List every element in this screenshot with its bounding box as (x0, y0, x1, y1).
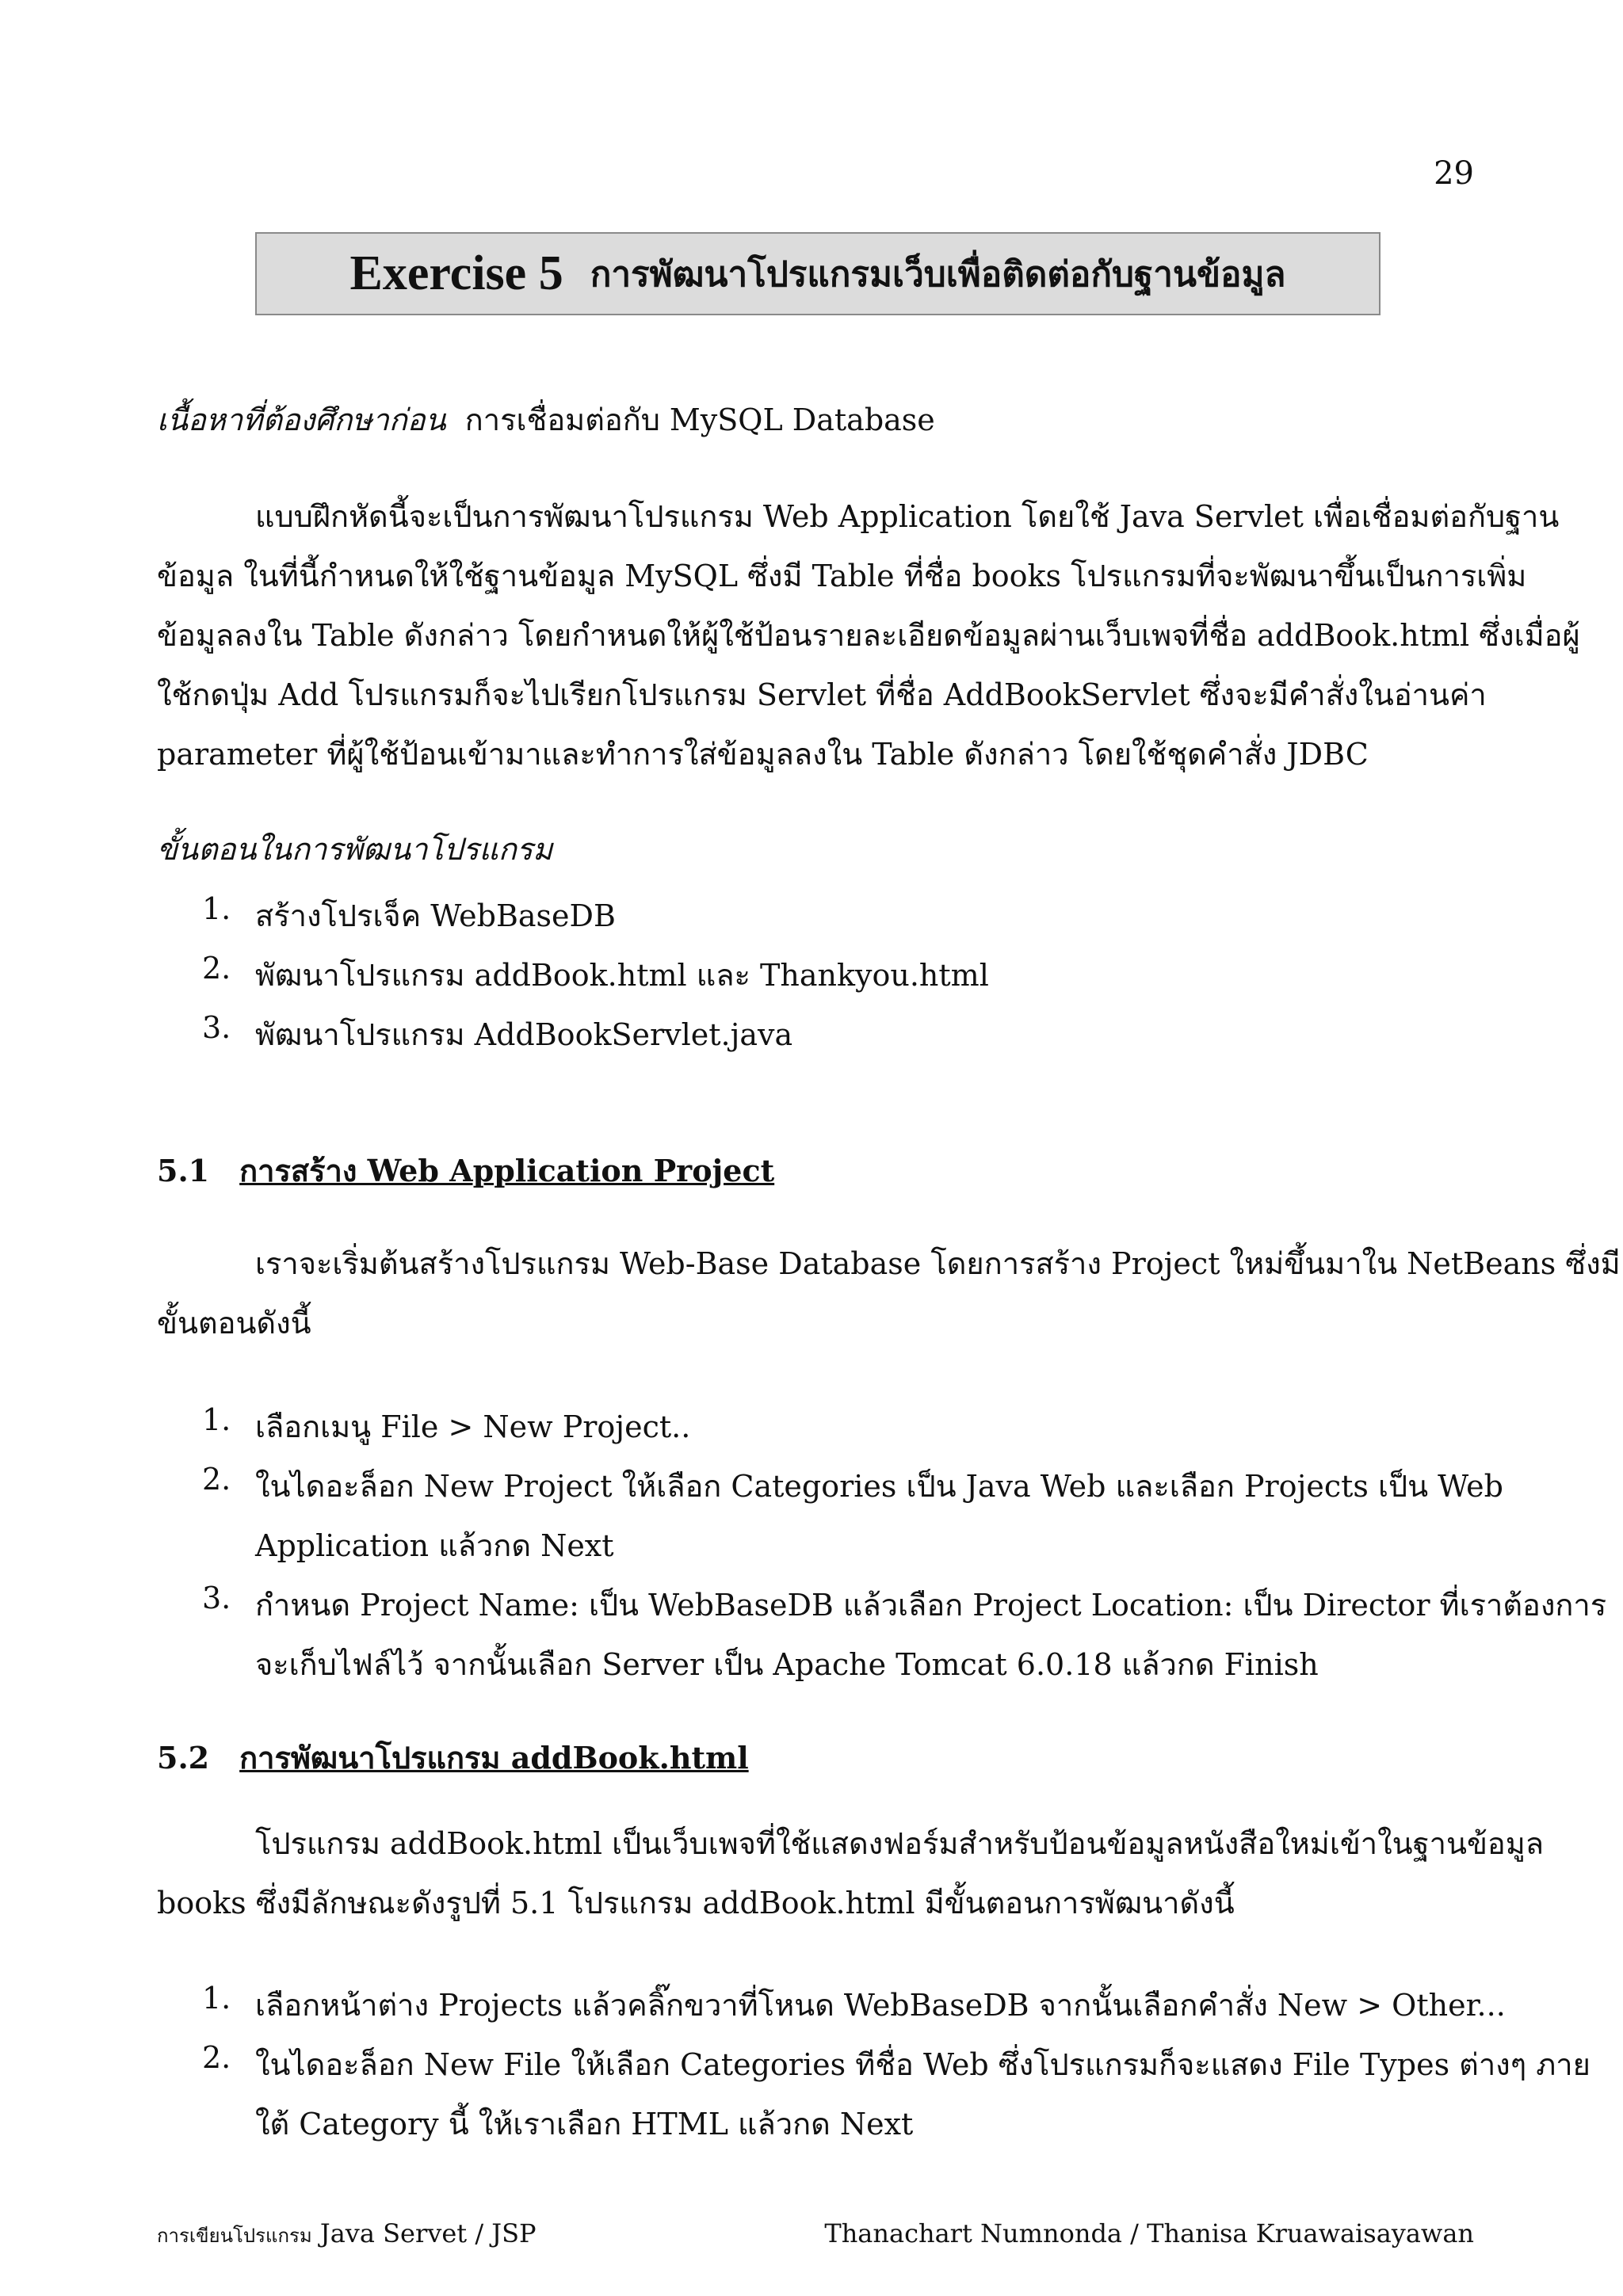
section-heading (157, 1733, 749, 1782)
title-banner (255, 232, 1381, 315)
step-text: พัฒนาโปรแกรม AddBookServlet.java (255, 1017, 793, 1052)
prerequisite-label: เนื้อหาที่ต้องศึกษาก่อน (157, 402, 446, 437)
list-number: 3. (202, 1581, 231, 1615)
section-intro-line: books ซึ่งมีลักษณะดังรูปที่ 5.1 โปรแกรม addBook.html มีขั้นตอนการพัฒนาดังนี้ (157, 1886, 1235, 1920)
list-number: 1. (202, 1402, 231, 1437)
list-item-continuation: ใต้ Category นี้ ให้เราเลือก HTML แล้วกด Next (255, 2107, 914, 2142)
step-number: 1. (202, 891, 231, 926)
list-number: 1. (202, 1981, 231, 2016)
exercise-title: การพัฒนาโปรแกรมเว็บเพื่อติดต่อกับฐานข้อมูล (590, 254, 1286, 295)
steps-heading: ขั้นตอนในการพัฒนาโปรแกรม (157, 832, 553, 867)
section-number: 5.2 (157, 1740, 210, 1775)
list-item-continuation: Application แล้วกด Next (255, 1528, 614, 1563)
intro-line: ข้อมูลลงใน Table ดังกล่าว โดยกำหนดให้ผู้ใช้ป้อนรายละเอียดข้อมูลผ่านเว็บเพจที่ชื่อ addBook.html ซึ่งเมื่อผู้ (157, 618, 1580, 653)
list-item: กำหนด Project Name: เป็น WebBaseDB แล้วเลือก Project Location: เป็น Director ที่เราต้องการ (255, 1588, 1607, 1623)
intro-line: parameter ที่ผู้ใช้ป้อนเข้ามาและทำการใส่ข้อมูลลงใน Table ดังกล่าว โดยใช้ชุดคำสั่ง JDBC (157, 737, 1369, 772)
intro-line: ใช้กดปุ่ม Add โปรแกรมก็จะไปเรียกโปรแกรม Servlet ที่ชื่อ AddBookServlet ซึ่งจะมีคำสั่งในอ่านค่า (157, 677, 1487, 712)
step-text: พัฒนาโปรแกรม addBook.html และ Thankyou.html (255, 958, 989, 993)
section-intro-line: ขั้นตอนดังนี้ (157, 1306, 311, 1341)
footer-left-prefix: การเขียนโปรแกรม (157, 2225, 312, 2247)
section-heading (157, 1146, 774, 1195)
section-title: การสร้าง Web Application Project (239, 1153, 775, 1188)
list-item: ในไดอะล็อก New File ให้เลือก Categories ทีชื่อ Web ซึ่งโปรแกรมก็จะแสดง File Types ต่างๆ ภาย (255, 2047, 1591, 2082)
footer-right: Thanachart Numnonda / Thanisa Kruawaisayawan (824, 2218, 1474, 2248)
section-title: การพัฒนาโปรแกรม addBook.html (239, 1740, 749, 1775)
step-text: สร้างโปรเจ็ค WebBaseDB (255, 898, 616, 933)
intro-line: ข้อมูล ในที่นี้กำหนดให้ใช้ฐานข้อมูล MySQL ซึ่งมี Table ที่ชื่อ books โปรแกรมที่จะพัฒนาขึ้นเป็นการเพิ่ม (157, 559, 1527, 593)
list-number: 2. (202, 1462, 231, 1497)
section-number: 5.1 (157, 1153, 210, 1188)
list-item-continuation: จะเก็บไฟล์ไว้ จากนั้นเลือก Server เป็น Apache Tomcat 6.0.18 แล้วกด Finish (255, 1647, 1319, 1682)
section-intro-line: โปรแกรม addBook.html เป็นเว็บเพจที่ใช้แสดงฟอร์มสำหรับป้อนข้อมูลหนังสือใหม่เข้าในฐานข้อมูล (255, 1826, 1545, 1861)
intro-line: แบบฝึกหัดนี้จะเป็นการพัฒนาโปรแกรม Web Application โดยใช้ Java Servlet เพื่อเชื่อมต่อกับฐาน (255, 499, 1560, 534)
step-number: 2. (202, 951, 231, 986)
prerequisite-line (157, 402, 935, 439)
page-number: 29 (1434, 155, 1474, 192)
list-item: ในไดอะล็อก New Project ให้เลือก Categories เป็น Java Web และเลือก Projects เป็น Web (255, 1469, 1503, 1504)
list-item: เลือกหน้าต่าง Projects แล้วคลิ๊กขวาที่โหนด WebBaseDB จากนั้นเลือกคำสั่ง New > Other... (255, 1988, 1506, 2023)
step-number: 3. (202, 1010, 231, 1045)
footer-left-text: Java Servet / JSP (319, 2218, 537, 2248)
list-item: เลือกเมนู File > New Project.. (255, 1409, 691, 1444)
list-number: 2. (202, 2040, 231, 2075)
exercise-label: Exercise 5 (349, 246, 563, 300)
section-intro-line: เราจะเริ่มต้นสร้างโปรแกรม Web-Base Database โดยการสร้าง Project ใหม่ขึ้นมาใน NetBeans ซึ่งมี (255, 1246, 1621, 1281)
footer-left (157, 2218, 537, 2251)
prerequisite-text: การเชื่อมต่อกับ MySQL Database (464, 402, 935, 437)
